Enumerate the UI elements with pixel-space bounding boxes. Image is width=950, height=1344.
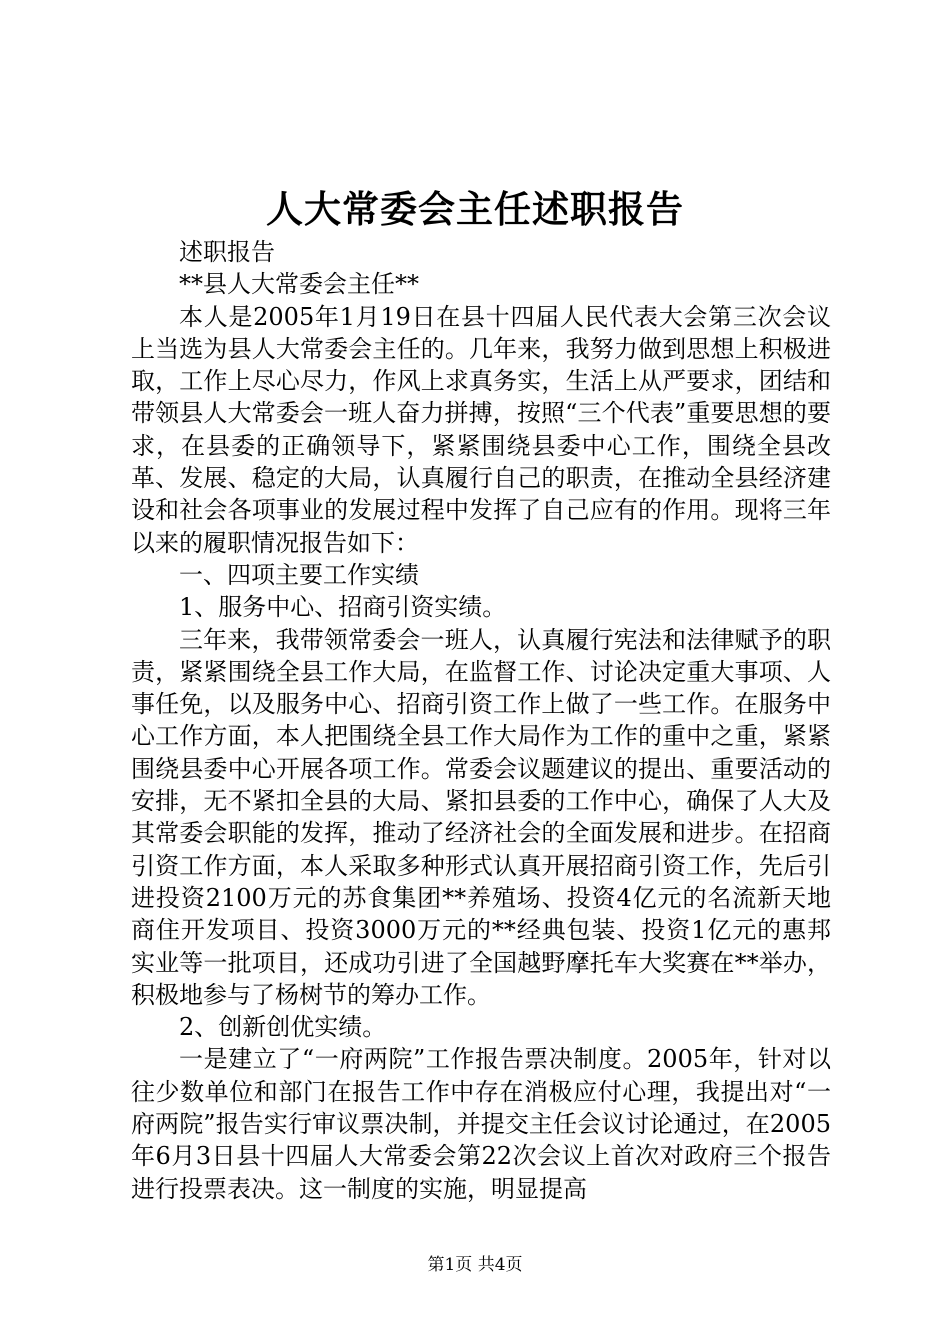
paragraph-body: 三年来，我带领常委会一班人，认真履行宪法和法律赋予的职责，紧紧围绕全县工作大局，在监督工作、讨论决定重大事项、人事任免，以及服务中心、招商引资工作上做了一些工作。在服务中心工作方面，本人把围绕全县工作大局作为工作的重中之重，紧紧围绕县委中心开展各项工作。常委会议题建议的提出、重要活动的安排，无不紧扣全县的大局、紧扣县委的工作中心，确保了人大及其常委会职能的发挥，推动了经济社会的全面发展和进步。在招商引资工作方面，本人采取多种形式认真开展招商引资工作，先后引进投资2100万元的苏食集团**养殖场、投资4亿元的名流新天地商住开发项目、投资3000万元的**经典包装、投资1亿元的惠邦实业等一批项目，还成功引进了全国越野摩托车大奖赛在**举办，积极地参与了杨树节的筹办工作。 [131,625,831,1009]
document-body [131,236,831,1205]
paragraph-author: **县人大常委会主任** [179,270,419,299]
page-number-footer: 第1页 共4页 [427,1255,523,1275]
document-title: 人大常委会主任述职报告 [266,187,684,231]
paragraph-heading: 述职报告 [179,238,275,266]
paragraph-intro: 本人是2005年1月19日在县十四届人民代表大会第三次会议上当选为县人大常委会主任的。几年来，我努力做到思想上积极进取，工作上尽心尽力，作风上求真务实，生活上从严要求，团结和带领县人大常委会一班人奋力拼搏，按照“三个代表”重要思想的要求，在县委的正确领导下，紧紧围绕县委中心工作，围绕全县改革、发展、稳定的大局，认真履行自己的职责，在推动全县经济建设和社会各项事业的发展过程中发挥了自己应有的作用。现将三年以来的履职情况报告如下： [131,302,831,557]
subsection-heading: 1、服务中心、招商引资实绩。 [179,593,507,622]
paragraph-body: 一是建立了“一府两院”工作报告票决制度。2005年，针对以往少数单位和部门在报告工作中存在消极应付心理，我提出对“一府两院”报告实行审议票决制，并提交主任会议讨论通过，在2005年6月3日县十四届人大常委会第22次会议上首次对政府三个报告进行投票表决。这一制度的实施，明显提高 [131,1045,831,1203]
section-heading: 一、四项主要工作实绩 [179,560,419,589]
subsection-heading: 2、创新创优实绩。 [179,1013,387,1042]
